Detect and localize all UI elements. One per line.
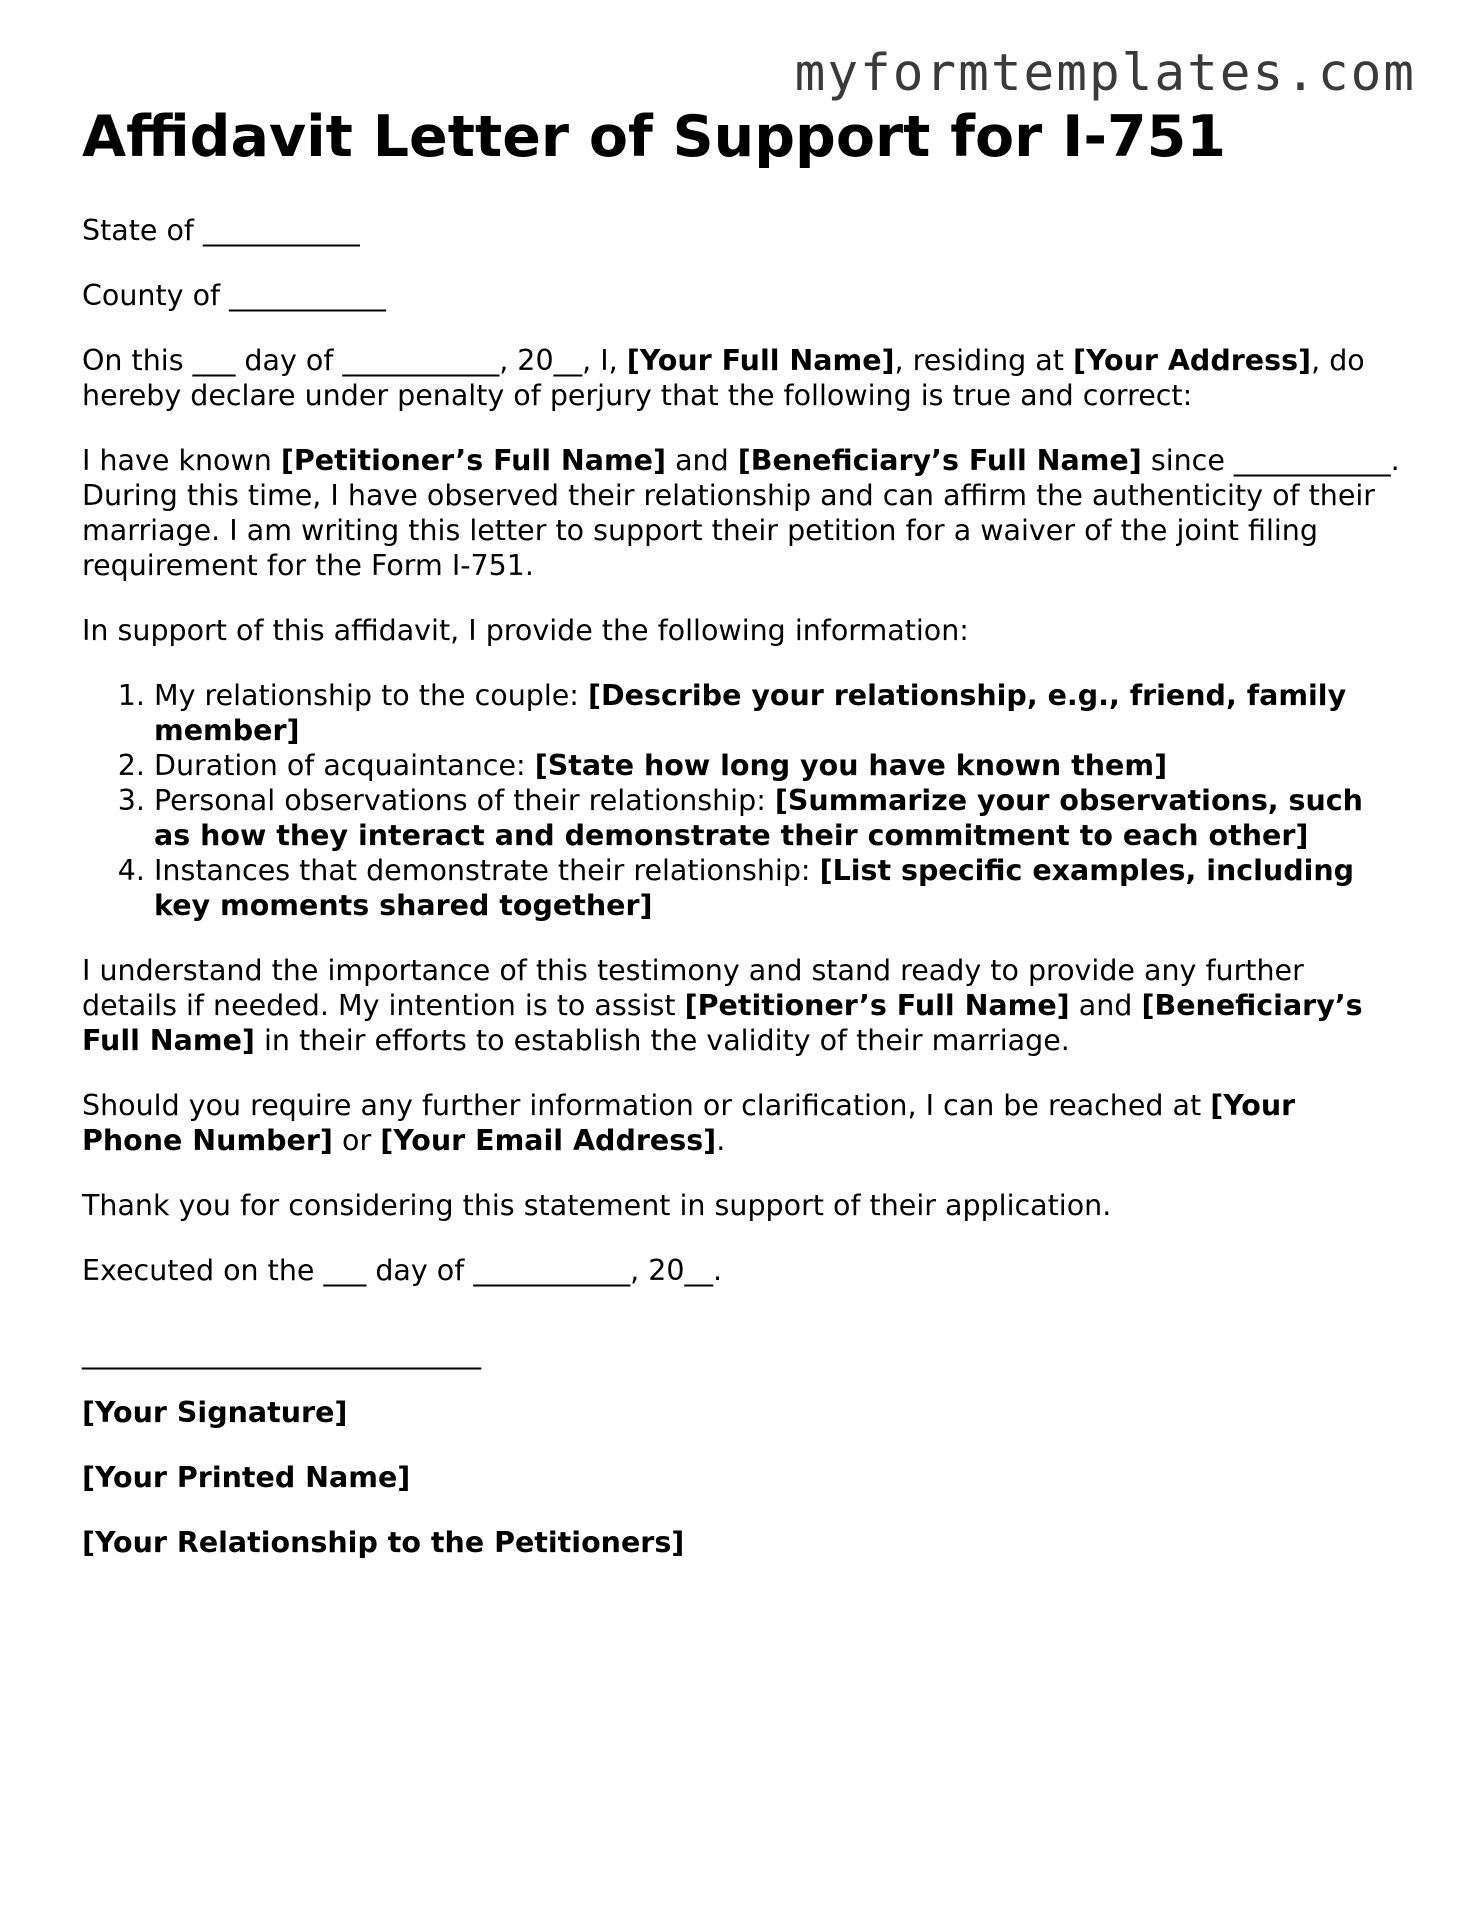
beneficiary-name-placeholder: [Beneficiary’s Full Name] xyxy=(82,988,1363,1057)
declaration-paragraph xyxy=(82,343,1400,413)
declaration-text: , residing at xyxy=(894,343,1073,377)
list-item xyxy=(154,678,1400,748)
county-line: County of ___________ xyxy=(82,278,386,312)
testimony-text: in their efforts to establish the validity of their marriage. xyxy=(254,1023,1070,1057)
contact-text: or xyxy=(332,1123,381,1157)
thanks-paragraph: Thank you for considering this statement in support of their application. xyxy=(82,1188,1112,1222)
contact-text: Should you require any further information or clarification, I can be reached at xyxy=(82,1088,1211,1122)
contact-paragraph xyxy=(82,1088,1400,1158)
relationship-label: [Your Relationship to the Petitioners] xyxy=(82,1525,685,1559)
declaration-text: On this ___ day of ___________, 20__, I, xyxy=(82,343,627,377)
your-address-placeholder: [Your Address] xyxy=(1072,343,1312,377)
declaration-text: , do hereby declare under penalty of perjury that the following is true and correct: xyxy=(82,343,1365,412)
relationship-placeholder xyxy=(82,1525,1400,1560)
support-intro: In support of this affidavit, I provide the following information: xyxy=(82,613,969,647)
list-item-label: Personal observations of their relationship: xyxy=(154,783,775,817)
relationship-text: and xyxy=(666,443,738,477)
contact-text: . xyxy=(716,1123,726,1157)
site-watermark: myformtemplates.com xyxy=(794,44,1416,103)
relationship-paragraph xyxy=(82,443,1400,583)
printed-name-label: [Your Printed Name] xyxy=(82,1460,411,1494)
list-item xyxy=(154,853,1400,923)
testimony-text: and xyxy=(1069,988,1142,1022)
document-page xyxy=(82,106,1400,1590)
relationship-text: I have known xyxy=(82,443,281,477)
phone-placeholder: [Your Phone Number] xyxy=(82,1088,1296,1157)
list-item-placeholder: [Summarize your observations, such as how they interact and demonstrate their commitment to each other] xyxy=(154,783,1363,852)
printed-name-placeholder xyxy=(82,1460,1400,1495)
petitioner-name-placeholder: [Petitioner’s Full Name] xyxy=(280,443,667,477)
list-item xyxy=(154,748,1400,783)
signature-line: ____________________________ xyxy=(82,1336,481,1370)
list-item-placeholder: [List specific examples, including key moments shared together] xyxy=(154,853,1355,922)
list-item xyxy=(154,783,1400,853)
email-placeholder: [Your Email Address] xyxy=(380,1123,717,1157)
document-title: Affidavit Letter of Support for I-751 xyxy=(82,104,1226,170)
list-item-placeholder: [Describe your relationship, e.g., friend, family member] xyxy=(154,678,1347,747)
state-line: State of ___________ xyxy=(82,213,360,247)
list-item-placeholder: [State how long you have known them] xyxy=(534,748,1168,782)
information-list xyxy=(82,678,1400,923)
list-item-label: Duration of acquaintance: xyxy=(154,748,535,782)
signature-label: [Your Signature] xyxy=(82,1395,348,1429)
your-full-name-placeholder: [Your Full Name] xyxy=(626,343,895,377)
list-item-label: Instances that demonstrate their relationship: xyxy=(154,853,820,887)
testimony-text: I understand the importance of this testimony and stand ready to provide any further details if needed. My intention is to assist xyxy=(82,953,1304,1022)
signature-placeholder xyxy=(82,1395,1400,1430)
beneficiary-name-placeholder: [Beneficiary’s Full Name] xyxy=(737,443,1142,477)
petitioner-name-placeholder: [Petitioner’s Full Name] xyxy=(684,988,1070,1022)
list-item-label: My relationship to the couple: xyxy=(154,678,588,712)
executed-line: Executed on the ___ day of ___________, 20__. xyxy=(82,1253,723,1287)
testimony-paragraph xyxy=(82,953,1400,1058)
relationship-text: since ___________. During this time, I have observed their relationship and can affirm the authenticity of their marriage. I am writing this letter to support their petition for a waiver of the joint filing requirement for the Form I-751. xyxy=(82,443,1400,582)
